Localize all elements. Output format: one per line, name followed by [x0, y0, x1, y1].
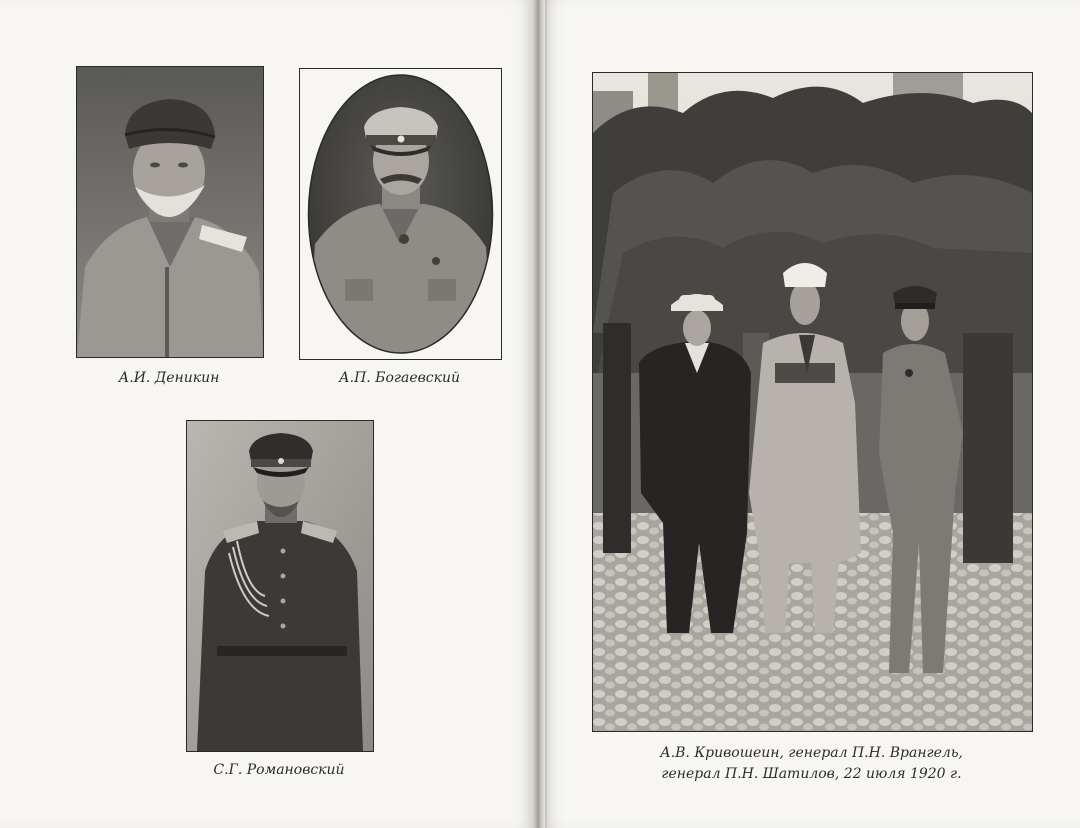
caption-group-photo: [592, 743, 1031, 785]
caption-bogaevsky: А.П. Богаевский: [339, 370, 460, 386]
caption-denikin: А.И. Деникин: [118, 370, 220, 386]
group-photo-wrangel: [592, 72, 1033, 732]
page-edge: [545, 0, 547, 828]
portrait-romanovsky: [186, 420, 374, 752]
portrait-bogaevsky: [299, 68, 502, 360]
caption-group-line2: генерал П.Н. Шатилов, 22 июля 1920 г.: [661, 766, 962, 782]
portrait-denikin: [76, 66, 264, 358]
caption-group-line1: А.В. Кривошеин, генерал П.Н. Врангель,: [660, 745, 963, 761]
book-gutter: [533, 0, 545, 828]
caption-romanovsky: С.Г. Романовский: [213, 762, 345, 778]
